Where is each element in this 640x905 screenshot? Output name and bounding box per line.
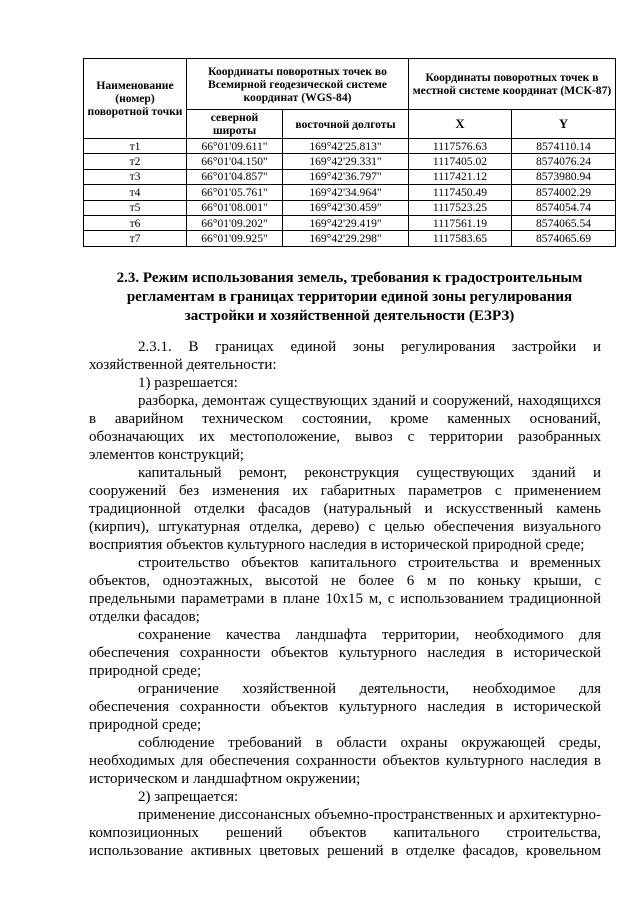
coordinates-table bbox=[83, 58, 616, 247]
paragraph-line: предельными параметрами в плане 10х15 м, с использованием традиционной bbox=[89, 591, 601, 607]
paragraph-line: сохранение качества ландшафта территории, необходимого для bbox=[138, 627, 601, 643]
section-heading-line: 2.3. Режим использования земель, требования к градостроительным bbox=[116, 270, 583, 286]
table-row bbox=[84, 231, 616, 246]
paragraph-line: (кирпич), штукатурная отделка, дерево) с целью обеспечения визуального bbox=[89, 519, 601, 535]
paragraph-line: элементов конструкций; bbox=[89, 447, 244, 463]
cell-longitude: 169°42'36.797" bbox=[283, 169, 409, 184]
header-msk87-group: Координаты поворотных точек в местной системе координат (МСК-87) bbox=[409, 59, 616, 110]
cell-x: 1117405.02 bbox=[409, 154, 512, 169]
paragraph-line: обеспечения сохранности объектов культурного наследия в исторической bbox=[89, 699, 601, 715]
paragraph-line: природной среде; bbox=[89, 717, 202, 733]
cell-x: 1117421.12 bbox=[409, 169, 512, 184]
cell-latitude: 66°01'09.925" bbox=[187, 231, 283, 246]
paragraph-line: 1) разрешается: bbox=[138, 375, 238, 391]
cell-y: 8573980.94 bbox=[512, 169, 616, 184]
cell-point-name: т1 bbox=[84, 139, 187, 154]
paragraph-line: использование активных цветовых решений в отделке фасадов, кровельном bbox=[89, 843, 601, 859]
cell-longitude: 169°42'29.298" bbox=[283, 231, 409, 246]
cell-point-name: т5 bbox=[84, 200, 187, 215]
header-latitude: северной широты bbox=[187, 110, 283, 139]
paragraph-line: капитальный ремонт, реконструкция существующих зданий и bbox=[138, 465, 601, 481]
section-heading-line: застройки и хозяйственной деятельности (ЕЗРЗ) bbox=[184, 308, 515, 324]
table-row bbox=[84, 154, 616, 169]
cell-point-name: т2 bbox=[84, 154, 187, 169]
paragraph-line: сооружений без изменения их габаритных параметров с применением bbox=[89, 483, 601, 499]
cell-point-name: т4 bbox=[84, 185, 187, 200]
cell-longitude: 169°42'29.419" bbox=[283, 215, 409, 230]
cell-point-name: т3 bbox=[84, 169, 187, 184]
cell-x: 1117450.49 bbox=[409, 185, 512, 200]
table-row bbox=[84, 215, 616, 230]
header-longitude: восточной долготы bbox=[283, 110, 409, 139]
cell-longitude: 169°42'25.813" bbox=[283, 139, 409, 154]
table-row bbox=[84, 185, 616, 200]
cell-latitude: 66°01'04.150" bbox=[187, 154, 283, 169]
paragraph-line: хозяйственной деятельности: bbox=[89, 357, 277, 373]
cell-latitude: 66°01'05.761" bbox=[187, 185, 283, 200]
cell-longitude: 169°42'34.964" bbox=[283, 185, 409, 200]
paragraph-line: в аварийном техническом состоянии, кроме каменных оснований, bbox=[89, 411, 601, 427]
paragraph-line: соблюдение требований в области охраны окружающей среды, bbox=[138, 735, 601, 751]
paragraph-line: традиционной отделки фасадов (натуральный и искусственный камень bbox=[89, 501, 601, 517]
cell-y: 8574065.69 bbox=[512, 231, 616, 246]
cell-y: 8574054.74 bbox=[512, 200, 616, 215]
paragraph-line: обозначающих их местоположение, вывоз с территории разобранных bbox=[89, 429, 601, 445]
cell-x: 1117576.63 bbox=[409, 139, 512, 154]
table-row bbox=[84, 139, 616, 154]
cell-latitude: 66°01'04.857" bbox=[187, 169, 283, 184]
cell-latitude: 66°01'09.202" bbox=[187, 215, 283, 230]
table-row bbox=[84, 200, 616, 215]
section-heading-line: регламентам в границах территории единой зоны регулирования bbox=[126, 289, 573, 305]
paragraph-line: композиционных решений объектов капитального строительства, bbox=[89, 825, 601, 841]
paragraph-line: ограничение хозяйственной деятельности, необходимое для bbox=[138, 681, 601, 697]
cell-x: 1117561.19 bbox=[409, 215, 512, 230]
paragraph-line: природной среде; bbox=[89, 663, 202, 679]
table-header-row bbox=[84, 59, 616, 110]
table-row bbox=[84, 169, 616, 184]
cell-longitude: 169°42'30.459" bbox=[283, 200, 409, 215]
cell-y: 8574110.14 bbox=[512, 139, 616, 154]
cell-y: 8574002.29 bbox=[512, 185, 616, 200]
paragraph-line: 2) запрещается: bbox=[138, 789, 239, 805]
cell-y: 8574076.24 bbox=[512, 154, 616, 169]
cell-point-name: т7 bbox=[84, 231, 187, 246]
header-point-name: Наименование (номер) поворотной точки bbox=[84, 59, 187, 139]
paragraph-line: восприятия объектов культурного наследия в исторической природной среде; bbox=[89, 537, 585, 553]
cell-x: 1117583.65 bbox=[409, 231, 512, 246]
paragraph-line: необходимых для обеспечения сохранности объектов культурного наследия в bbox=[89, 753, 601, 769]
paragraph-line: историческом и ландшафтном окружении; bbox=[89, 771, 361, 787]
header-x: X bbox=[409, 110, 512, 139]
paragraph-line: обеспечения сохранности объектов культурного наследия в исторической bbox=[89, 645, 601, 661]
cell-latitude: 66°01'08.001" bbox=[187, 200, 283, 215]
cell-longitude: 169°42'29.331" bbox=[283, 154, 409, 169]
paragraph-line: применение диссонансных объемно-пространственных и архитектурно- bbox=[138, 807, 601, 823]
paragraph-line: строительство объектов капитального строительства и временных bbox=[138, 555, 601, 571]
paragraph-line: разборка, демонтаж существующих зданий и сооружений, находящихся bbox=[138, 393, 601, 409]
paragraph-line: объектов, одноэтажных, высотой не более 6 м по коньку крыши, с bbox=[89, 573, 601, 589]
paragraph-line: отделки фасадов; bbox=[89, 609, 200, 625]
section-heading bbox=[98, 269, 601, 326]
header-wgs84-group: Координаты поворотных точек во Всемирной геодезической системе координат (WGS-84) bbox=[187, 59, 409, 110]
cell-point-name: т6 bbox=[84, 215, 187, 230]
cell-y: 8574065.54 bbox=[512, 215, 616, 230]
cell-latitude: 66°01'09.611" bbox=[187, 139, 283, 154]
header-y: Y bbox=[512, 110, 616, 139]
paragraph-line: 2.3.1. В границах единой зоны регулирования застройки и bbox=[138, 339, 601, 355]
cell-x: 1117523.25 bbox=[409, 200, 512, 215]
